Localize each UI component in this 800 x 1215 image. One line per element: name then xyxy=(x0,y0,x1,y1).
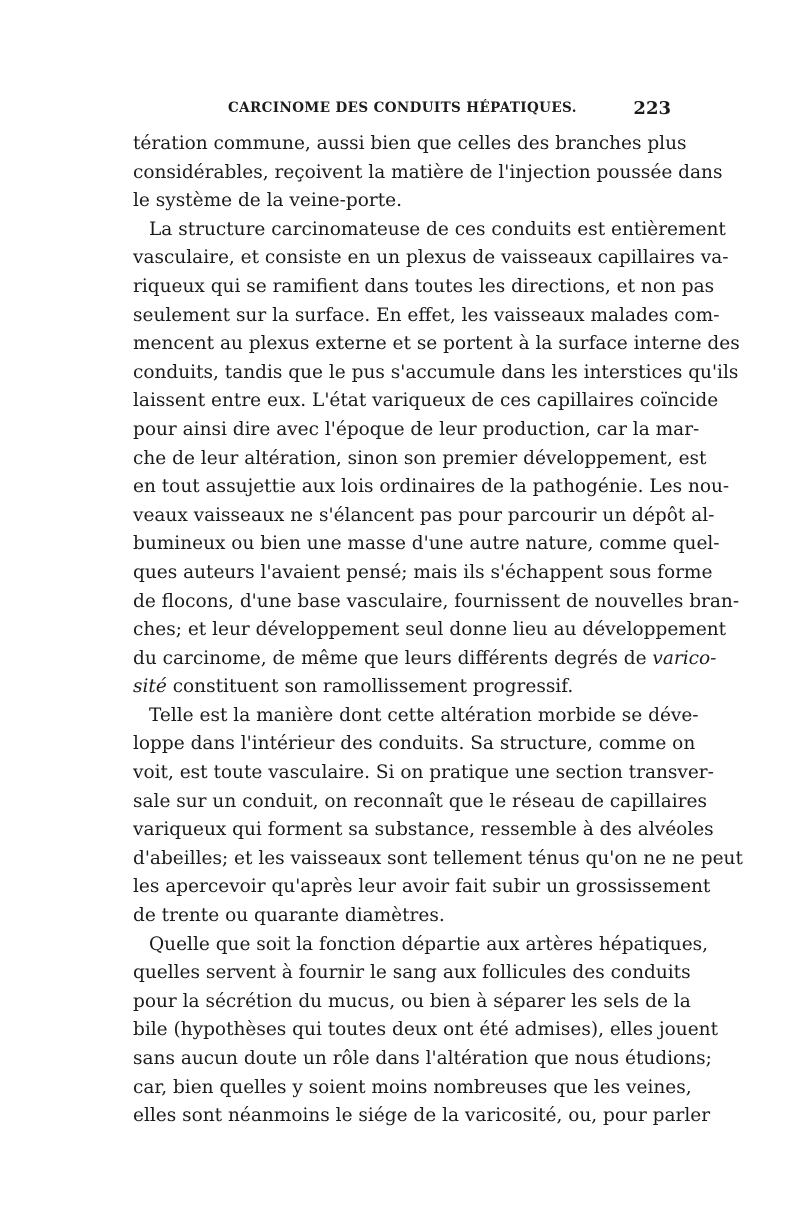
text-line-25: variqueux qui forment sa substance, ressemble à des alvéoles xyxy=(133,819,714,841)
paragraph-start-line-21: Telle est la manière dont cette altération morbide se déve- xyxy=(149,704,699,726)
text-line-10: laissent entre eux. L'état variqueux de ces capillaires coïncide xyxy=(133,390,719,412)
text-line-33: sans aucun doute un rôle dans l'altération que nous étudions; xyxy=(133,1048,712,1069)
text-line-26: d'abeilles; et les vaisseaux sont tellement ténus qu'on ne ne peut xyxy=(133,847,743,869)
text-line-34: car, bien quelles y soient moins nombreuses que les veines, xyxy=(133,1076,692,1098)
text-line-6: riqueux qui se ramifient dans toutes les directions, et non pas xyxy=(133,275,715,297)
text-line-20 xyxy=(133,673,671,702)
page-number: 223 xyxy=(633,98,671,119)
text-line-14: veaux vaisseaux ne s'élancent pas pour parcourir un dépôt al- xyxy=(133,504,715,526)
paragraph-start-line-4: La structure carcinomateuse de ces conduits est entièrement xyxy=(149,218,726,240)
text-line-7: seulement sur la surface. En effet, les vaisseaux malades com- xyxy=(133,304,720,326)
text-line-32: bile (hypothèses qui toutes deux ont été admises), elles jouent xyxy=(133,1019,719,1041)
text-line-28: de trente ou quarante diamètres. xyxy=(133,905,445,927)
text-line-12: che de leur altération, sinon son premier développement, est xyxy=(133,447,707,469)
text-line-17: de flocons, d'une base vasculaire, fournissent de nouvelles bran- xyxy=(133,590,740,612)
text-line-2: considérables, reçoivent la matière de l'injection poussée dans xyxy=(133,161,723,183)
text-line-30: quelles servent à fournir le sang aux follicules des conduits xyxy=(133,962,691,984)
text-line-8: mencent au plexus externe et se portent à la surface interne des xyxy=(133,333,740,355)
text-line-19 xyxy=(133,645,717,674)
text-line-22: loppe dans l'intérieur des conduits. Sa structure, comme on xyxy=(133,733,696,755)
text-line-16: ques auteurs l'avaient pensé; mais ils s'échappent sous forme xyxy=(133,561,713,583)
text-line-15: bumineux ou bien une masse d'une autre nature, comme quel- xyxy=(133,533,720,555)
italic-word-site: sité xyxy=(133,676,167,698)
text-line-11: pour ainsi dire avec l'époque de leur production, car la mar- xyxy=(133,418,700,440)
text-line-13: en tout assujettie aux lois ordinaires de la pathogénie. Les nou- xyxy=(133,476,730,498)
running-title: CARCINOME DES CONDUITS HÉPATIQUES. xyxy=(228,100,577,116)
text-line-18: ches; et leur développement seul donne lieu au développement xyxy=(133,619,727,641)
text-line-5: vasculaire, et consiste en un plexus de vaisseaux capillaires va- xyxy=(133,247,729,269)
italic-word-varico: varico- xyxy=(652,647,717,669)
text-line-20-main: constituent son ramollissement progressif. xyxy=(172,676,574,698)
text-line-19-main: du carcinome, de même que leurs différents degrés de xyxy=(133,647,647,669)
text-line-31: pour la sécrétion du mucus, ou bien à séparer les sels de la xyxy=(133,990,691,1012)
text-line-1: tération commune, aussi bien que celles des branches plus xyxy=(133,133,687,154)
text-line-24: sale sur un conduit, on reconnaît que le réseau de capillaires xyxy=(133,790,707,812)
text-body xyxy=(133,130,743,1131)
text-line-27: les apercevoir qu'après leur avoir fait subir un grossissement xyxy=(133,876,711,898)
text-line-9: conduits, tandis que le pus s'accumule dans les interstices qu'ils xyxy=(133,361,739,383)
text-line-23: voit, est toute vasculaire. Si on pratique une section transver- xyxy=(133,762,714,784)
text-line-3: le système de la veine-porte. xyxy=(133,190,402,212)
running-head xyxy=(133,98,671,120)
paragraph-start-line-29: Quelle que soit la fonction départie aux artères hépatiques, xyxy=(149,933,709,955)
text-line-35: elles sont néanmoins le siége de la varicosité, ou, pour parler xyxy=(133,1105,711,1127)
